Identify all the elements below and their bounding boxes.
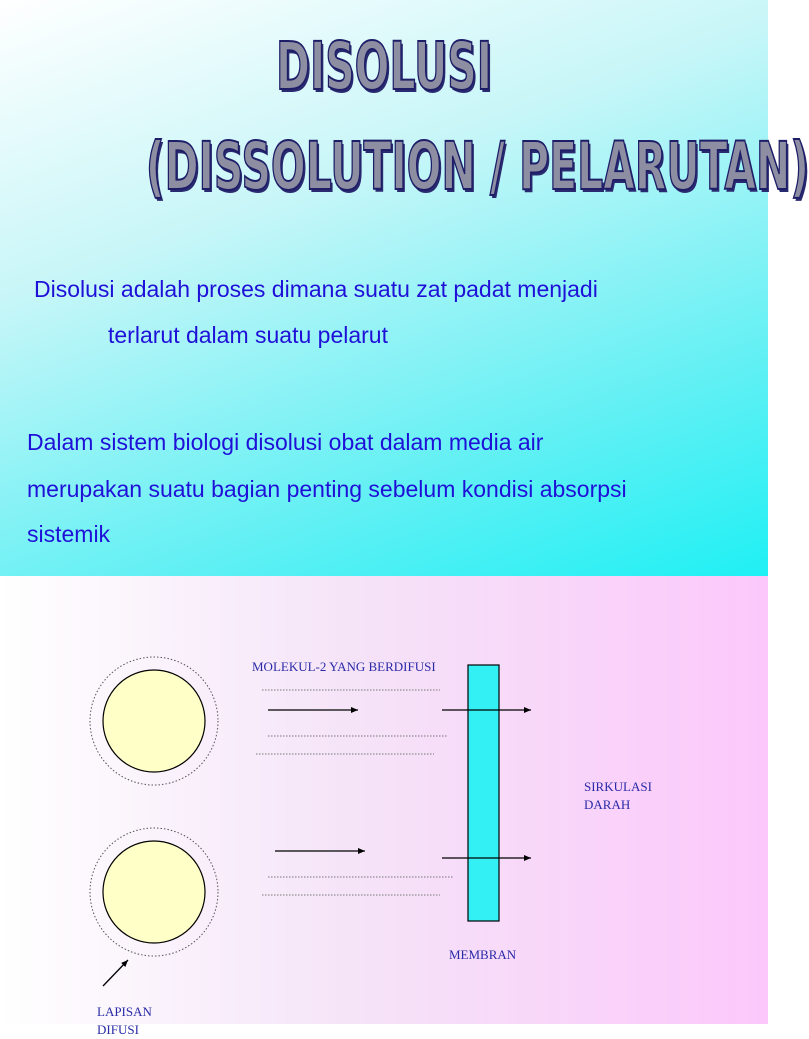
biology-line-1: Dalam sistem biologi disolusi obat dalam media air xyxy=(27,429,544,455)
solid-particle-1 xyxy=(103,670,205,772)
molecules-label: MOLEKUL-2 YANG BERDIFUSI xyxy=(252,659,436,674)
layer-pointer-arrow xyxy=(103,960,128,986)
slide-title: DISOLUSI xyxy=(276,28,492,105)
slide-subtitle: (DISSOLUTION / PELARUTAN) xyxy=(145,128,809,205)
slide-bottom xyxy=(0,576,768,1037)
membrane xyxy=(468,665,499,921)
membrane-label: MEMBRAN xyxy=(449,947,517,962)
blood-circulation-label: SIRKULASI DARAH xyxy=(584,779,652,812)
diffusion-layer-label: LAPISAN DIFUSI xyxy=(97,1004,152,1037)
definition-line-2: terlarut dalam suatu pelarut xyxy=(108,322,388,348)
biology-line-3: sistemik xyxy=(27,521,111,547)
definition-line-1: Disolusi adalah proses dimana suatu zat padat menjadi xyxy=(34,276,598,302)
solid-particle-2 xyxy=(103,841,205,943)
dissolution-diagram xyxy=(0,576,768,1024)
biology-line-2: merupakan suatu bagian penting sebelum kondisi absorpsi xyxy=(27,476,627,502)
